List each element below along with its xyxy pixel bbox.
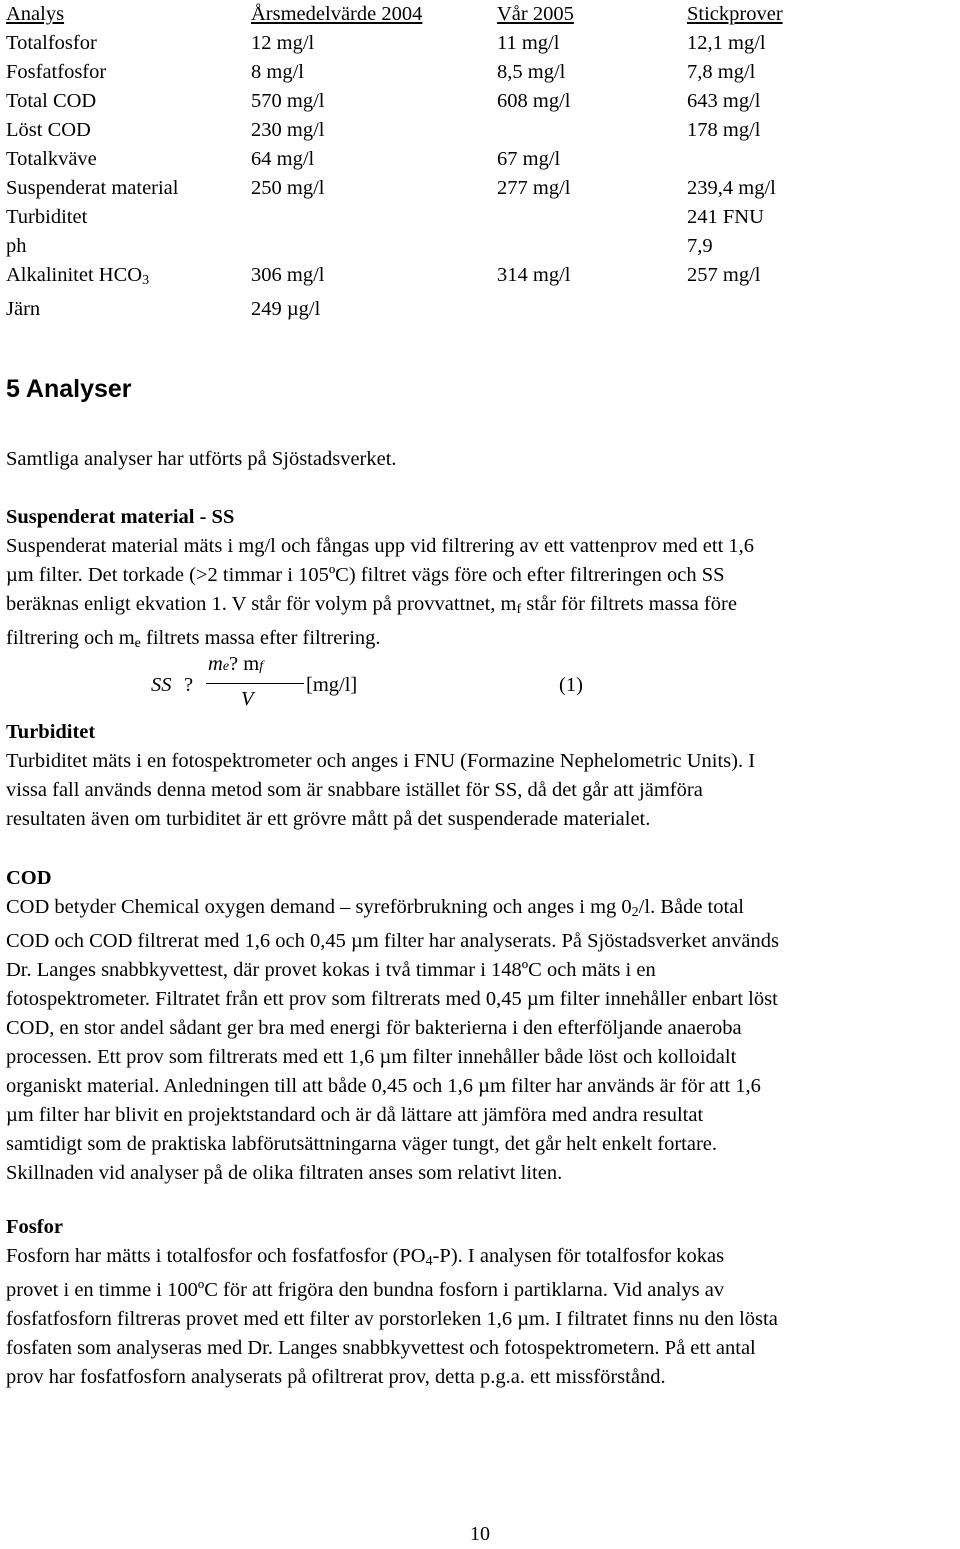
subscript: 3	[142, 273, 150, 288]
table-cell: Suspenderat material	[6, 177, 179, 199]
cell-text: Alkalinitet HCO	[6, 264, 143, 286]
ss-section	[6, 503, 958, 658]
table-cell	[497, 203, 687, 232]
fosfor-line: fosfatfosforn filtreras provet med ett filter av porstorleken 1,6 µm. I filtratet finns nu den lösta	[6, 1308, 778, 1330]
fosfor-line: fosfaten som analyseras med Dr. Langes snabbkyvettest och fotospektrometern. På ett antal	[6, 1337, 756, 1359]
text-run: Fosforn har mätts i totalfosfor och fosfatfosfor (PO	[6, 1245, 426, 1267]
table-cell	[687, 295, 937, 324]
text-run: filtrets massa efter filtrering.	[140, 627, 381, 649]
page-number: 10	[470, 1523, 490, 1545]
text-run: filtrering och m	[6, 627, 135, 649]
table-cell: Löst COD	[6, 119, 91, 141]
cod-line: processen. Ett prov som filtrerats med ett 1,6 µm filter innehåller både löst och kolloidalt	[6, 1046, 737, 1068]
table-cell: 67 mg/l	[497, 148, 561, 170]
table-row	[6, 232, 937, 261]
table-cell: 250 mg/l	[251, 177, 325, 199]
turbiditet-heading: Turbiditet	[6, 721, 96, 743]
cod-line: fotospektrometer. Filtratet från ett prov som filtrerats med 0,45 µm filter innehåller enbart löst	[6, 988, 778, 1010]
table-cell: Järn	[6, 298, 41, 320]
ss-line: µm filter. Det torkade (>2 timmar i 105ºC) filtret vägs före och efter filtreringen och SS	[6, 564, 725, 586]
cod-line: Skillnaden vid analyser på de olika filtraten anses som relativt liten.	[6, 1162, 563, 1184]
text-run: beräknas enligt ekvation 1. V står för volym på provvattnet, m	[6, 593, 517, 615]
column-header: Stickprover	[687, 3, 783, 25]
table-header-row	[6, 0, 937, 29]
table-cell	[6, 261, 251, 295]
table-cell: 7,9	[687, 235, 713, 257]
cod-line: samtidigt som de praktiska labförutsättningarna väger tungt, det går helt enkelt fortare.	[6, 1133, 718, 1155]
ss-line	[6, 590, 958, 624]
turbiditet-section	[6, 718, 958, 834]
analysis-table	[6, 0, 937, 324]
formula-lhs: SS	[151, 674, 172, 696]
table-cell: 64 mg/l	[251, 148, 315, 170]
document-page	[6, 0, 958, 1388]
text-run: -P). I analysen för totalfosfor kokas	[432, 1245, 725, 1267]
table-cell: 178 mg/l	[687, 119, 761, 141]
cod-line	[6, 893, 958, 927]
table-cell: 8 mg/l	[251, 61, 304, 83]
table-cell: 7,8 mg/l	[687, 61, 756, 83]
text-run: står för filtrets massa före	[521, 593, 737, 615]
subscript: e	[222, 659, 230, 674]
subscript: f	[259, 659, 264, 674]
text-run: m	[208, 653, 223, 675]
table-row	[6, 58, 937, 87]
cod-heading: COD	[6, 867, 52, 889]
ss-formula	[146, 645, 606, 715]
table-row	[6, 87, 937, 116]
table-cell: 314 mg/l	[497, 264, 571, 286]
table-cell: 239,4 mg/l	[687, 177, 776, 199]
table-cell	[497, 116, 687, 145]
formula-denominator: V	[241, 688, 254, 710]
table-row	[6, 261, 937, 295]
table-cell: 306 mg/l	[251, 264, 325, 286]
subscript: 4	[425, 1254, 433, 1269]
fosfor-heading: Fosfor	[6, 1216, 63, 1238]
formula-operator: ?	[184, 674, 194, 696]
table-cell	[251, 232, 497, 261]
table-cell: Total COD	[6, 90, 97, 112]
ss-line: Suspenderat material mäts i mg/l och fångas upp vid filtrering av ett vattenprov med ett 1,6	[6, 535, 755, 557]
table-row	[6, 116, 937, 145]
table-cell: 12 mg/l	[251, 32, 315, 54]
table-row	[6, 174, 937, 203]
cod-line: COD och COD filtrerat med 1,6 och 0,45 µm filter har analyserats. På Sjöstadsverket används	[6, 930, 779, 952]
text-run: /l. Både total	[638, 896, 744, 918]
table-cell: 12,1 mg/l	[687, 32, 766, 54]
fraction-bar	[206, 683, 304, 684]
fosfor-section	[6, 1213, 958, 1392]
table-row	[6, 203, 937, 232]
cod-line: organiskt material. Anledningen till att både 0,45 och 1,6 µm filter har används är för att 1,6	[6, 1075, 761, 1097]
table-cell	[687, 145, 937, 174]
table-cell: 8,5 mg/l	[497, 61, 566, 83]
turbiditet-line: Turbiditet mäts i en fotospektrometer och anges i FNU (Formazine Nephelometric Units). I	[6, 750, 756, 772]
column-header: Vår 2005	[497, 3, 574, 25]
fosfor-line	[6, 1242, 958, 1276]
cod-line: Dr. Langes snabbkyvettest, där provet kokas i två timmar i 148ºC och mäts i en	[6, 959, 656, 981]
table-cell: 241 FNU	[687, 206, 764, 228]
text-run: COD betyder Chemical oxygen demand – syreförbrukning och anges i mg 0	[6, 896, 632, 918]
subscript: e	[134, 636, 141, 651]
turbiditet-line: resultaten även om turbiditet är ett grövre mått på det suspenderade materialet.	[6, 808, 651, 830]
subscript: 2	[631, 905, 639, 920]
turbiditet-line: vissa fall används denna metod som är snabbare istället för SS, då det går att jämföra	[6, 779, 703, 801]
table-cell	[497, 295, 687, 324]
subscript: f	[516, 602, 522, 617]
table-cell	[251, 203, 497, 232]
cod-line: COD, en stor andel sådant ger bra med energi för bakterierna i den efterföljande anaeroba	[6, 1017, 742, 1039]
table-row	[6, 145, 937, 174]
column-header: Analys	[6, 3, 65, 25]
equation-number: (1)	[559, 674, 583, 696]
table-cell: ph	[6, 235, 27, 257]
formula-numerator	[208, 650, 263, 681]
table-cell: 570 mg/l	[251, 90, 325, 112]
ss-heading: Suspenderat material - SS	[6, 506, 235, 528]
section-intro: Samtliga analyser har utförts på Sjöstadsverket.	[6, 448, 397, 470]
fosfor-line: provet i en timme i 100ºC för att frigöra den bundna fosforn i partiklarna. Vid analys av	[6, 1279, 725, 1301]
table-row	[6, 295, 937, 324]
table-cell: Totalkväve	[6, 148, 97, 170]
fosfor-line: prov har fosfatfosforn analyserats på ofiltrerat prov, detta p.g.a. ett missförstånd.	[6, 1366, 666, 1388]
cod-line: µm filter har blivit en projektstandard och är då lättare att jämföra med andra resultat	[6, 1104, 704, 1126]
column-header: Årsmedelvärde 2004	[251, 3, 423, 25]
table-cell: Fosfatfosfor	[6, 61, 107, 83]
formula-unit: [mg/l]	[306, 674, 358, 696]
table-cell: 249 µg/l	[251, 298, 321, 320]
table-cell: 230 mg/l	[251, 119, 325, 141]
table-row	[6, 29, 937, 58]
table-cell: Totalfosfor	[6, 32, 97, 54]
table-cell: 11 mg/l	[497, 32, 560, 54]
table-cell	[497, 232, 687, 261]
table-cell: 608 mg/l	[497, 90, 571, 112]
table-cell: 257 mg/l	[687, 264, 761, 286]
table-cell: Turbiditet	[6, 206, 88, 228]
table-cell: 643 mg/l	[687, 90, 761, 112]
cod-section	[6, 864, 958, 1188]
text-run: ? m	[229, 653, 260, 675]
table-cell: 277 mg/l	[497, 177, 571, 199]
section-title: 5 Analyser	[6, 375, 132, 403]
